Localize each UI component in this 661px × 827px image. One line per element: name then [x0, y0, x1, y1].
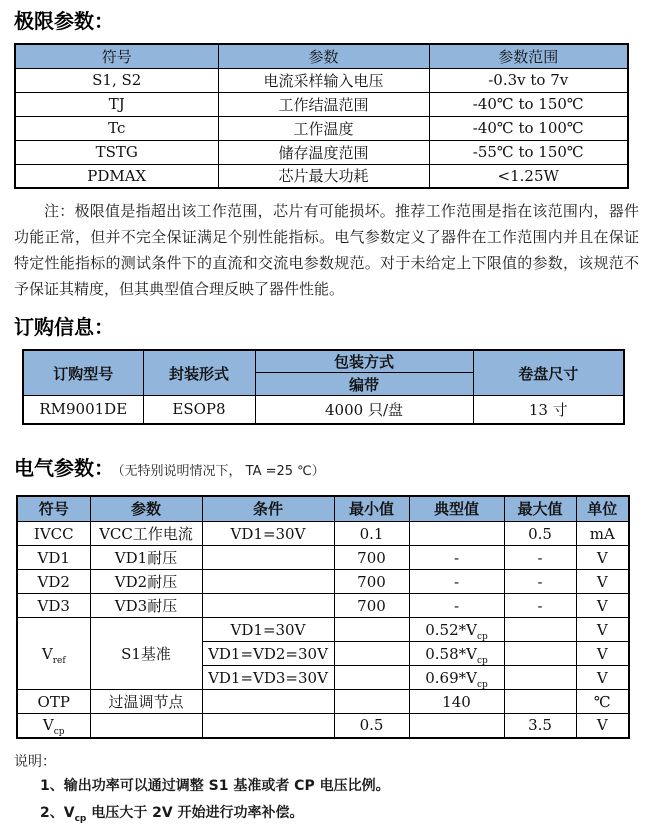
- limits-section-title: 极限参数：: [14, 9, 114, 33]
- ordering-header-model: 订购型号: [23, 350, 143, 396]
- ordering-section-title: 订购信息：: [14, 315, 114, 339]
- table-row: [17, 522, 629, 546]
- cell-condition: VD1=30V: [202, 618, 334, 642]
- cell-symbol: S1, S2: [15, 68, 218, 92]
- cell-unit: V: [576, 666, 629, 690]
- table-row: [17, 594, 629, 618]
- cell-parameter: 过温调节点: [90, 690, 202, 714]
- limits-table: [14, 43, 629, 189]
- cell-unit: V: [576, 546, 629, 570]
- limits-header-range: 参数范围: [429, 44, 628, 68]
- table-row: [15, 116, 628, 140]
- electrical-header-max: 最大值: [504, 496, 576, 522]
- cell-condition: VD1=30V: [202, 522, 334, 546]
- cell-max: [504, 690, 576, 714]
- cell-typ: -: [409, 570, 504, 594]
- cell-condition: [202, 594, 334, 618]
- cell-condition: [202, 570, 334, 594]
- remark-item-2: 2、$V_{cp}$ 电压大于 2V 开始进行功率补偿。: [40, 804, 304, 824]
- cell-symbol-vref: $V_{ref}$: [17, 618, 90, 690]
- cell-typ: 140: [409, 690, 504, 714]
- electrical-header-row: [17, 496, 629, 522]
- cell-parameter: 储存温度范围: [218, 140, 429, 164]
- cell-min: 700: [334, 594, 409, 618]
- cell-max: [504, 666, 576, 690]
- cell-unit: V: [576, 570, 629, 594]
- cell-parameter: 电流采样输入电压: [218, 68, 429, 92]
- cell-symbol: OTP: [17, 690, 90, 714]
- remarks-title: 说明：: [14, 753, 56, 770]
- cell-max: [504, 618, 576, 642]
- table-row: [23, 396, 624, 424]
- cell-min: [334, 642, 409, 666]
- ordering-header-reel: 卷盘尺寸: [473, 350, 624, 396]
- cell-parameter: [90, 714, 202, 738]
- cell-min: [334, 618, 409, 642]
- cell-parameter: 芯片最大功耗: [218, 164, 429, 188]
- cell-range: -40℃ to 100℃: [429, 116, 628, 140]
- cell-typ: -: [409, 594, 504, 618]
- cell-parameter: VCC工作电流: [90, 522, 202, 546]
- cell-symbol: Tc: [15, 116, 218, 140]
- cell-reel: 13 寸: [473, 396, 624, 424]
- cell-packing: 4000 只/盘: [255, 396, 473, 424]
- cell-parameter: S1基准: [90, 618, 202, 690]
- cell-symbol: VD1: [17, 546, 90, 570]
- cell-parameter: VD3耐压: [90, 594, 202, 618]
- electrical-section-title: [14, 455, 641, 485]
- cell-parameter: 工作温度: [218, 116, 429, 140]
- remarks-section: [14, 751, 641, 827]
- cell-unit: V: [576, 642, 629, 666]
- ordering-header-row: [23, 350, 624, 373]
- cell-model: RM9001DE: [23, 396, 143, 424]
- table-row: [15, 68, 628, 92]
- cell-symbol: PDMAX: [15, 164, 218, 188]
- cell-range: -0.3v to 7v: [429, 68, 628, 92]
- table-row: [17, 570, 629, 594]
- cell-max: 0.5: [504, 522, 576, 546]
- cell-symbol: TJ: [15, 92, 218, 116]
- remark-item-1: 1、输出功率可以通过调整 S1 基准或者 CP 电压比例。: [40, 777, 390, 794]
- cell-parameter: 工作结温范围: [218, 92, 429, 116]
- cell-range: -55℃ to 150℃: [429, 140, 628, 164]
- cell-max: -: [504, 594, 576, 618]
- table-row: [17, 714, 629, 738]
- cell-symbol: TSTG: [15, 140, 218, 164]
- electrical-header-min: 最小值: [334, 496, 409, 522]
- cell-unit: V: [576, 714, 629, 738]
- electrical-header-symbol: 符号: [17, 496, 90, 522]
- electrical-title-note: （无特别说明情况下， TA =25 ℃）: [118, 463, 325, 479]
- electrical-header-unit: 单位: [576, 496, 629, 522]
- table-row: [15, 164, 628, 188]
- limits-header-row: [15, 44, 628, 68]
- cell-condition: [202, 690, 334, 714]
- ordering-table: [22, 349, 625, 425]
- cell-typ: -: [409, 546, 504, 570]
- cell-symbol: VD2: [17, 570, 90, 594]
- cell-typ: $0.58*V_{cp}$: [409, 642, 504, 666]
- cell-typ: [409, 714, 504, 738]
- cell-unit: mA: [576, 522, 629, 546]
- electrical-header-parameter: 参数: [90, 496, 202, 522]
- cell-unit: ℃: [576, 690, 629, 714]
- limits-header-parameter: 参数: [218, 44, 429, 68]
- cell-unit: V: [576, 618, 629, 642]
- cell-min: 700: [334, 546, 409, 570]
- cell-symbol: VD3: [17, 594, 90, 618]
- cell-min: 700: [334, 570, 409, 594]
- table-row: [15, 140, 628, 164]
- cell-min: [334, 690, 409, 714]
- cell-package: ESOP8: [143, 396, 255, 424]
- cell-symbol-vcp: $V_{cp}$: [17, 714, 90, 738]
- electrical-table: [16, 495, 630, 739]
- cell-max: -: [504, 546, 576, 570]
- cell-min: [334, 666, 409, 690]
- cell-parameter: VD1耐压: [90, 546, 202, 570]
- table-row: [17, 618, 629, 642]
- ordering-header-packing: 包装方式: [255, 350, 473, 373]
- cell-max: [504, 642, 576, 666]
- cell-min: 0.1: [334, 522, 409, 546]
- cell-typ: [409, 522, 504, 546]
- cell-condition: [202, 714, 334, 738]
- cell-parameter: VD2耐压: [90, 570, 202, 594]
- cell-range: -40℃ to 150℃: [429, 92, 628, 116]
- table-row: [17, 546, 629, 570]
- cell-range: <1.25W: [429, 164, 628, 188]
- table-row: [15, 92, 628, 116]
- cell-condition: [202, 546, 334, 570]
- limits-header-symbol: 符号: [15, 44, 218, 68]
- cell-max: 3.5: [504, 714, 576, 738]
- cell-condition: VD1=VD2=30V: [202, 642, 334, 666]
- electrical-title-text: 电气参数：: [14, 455, 114, 480]
- cell-min: 0.5: [334, 714, 409, 738]
- table-row: [17, 690, 629, 714]
- cell-unit: V: [576, 594, 629, 618]
- electrical-header-condition: 条件: [202, 496, 334, 522]
- cell-symbol: IVCC: [17, 522, 90, 546]
- ordering-header-tape: 编带: [255, 373, 473, 396]
- cell-typ: $0.52*V_{cp}$: [409, 618, 504, 642]
- electrical-header-typ: 典型值: [409, 496, 504, 522]
- limits-note: 注：极限值是指超出该工作范围，芯片有可能损坏。推荐工作范围是指在该范围内，器件功能正常，但并不完全保证满足个别性能指标。电气参数定义了器件在工作范围内并且在保证特定性能指标的测试条件下的直流和交流电参数规范。对于未给定上下限值的参数，该规范不予保证其精度，但其典型值合理反映了器件性能。: [14, 202, 639, 298]
- cell-max: -: [504, 570, 576, 594]
- ordering-header-package: 封装形式: [143, 350, 255, 396]
- cell-condition: VD1=VD3=30V: [202, 666, 334, 690]
- cell-typ: $0.69*V_{cp}$: [409, 666, 504, 690]
